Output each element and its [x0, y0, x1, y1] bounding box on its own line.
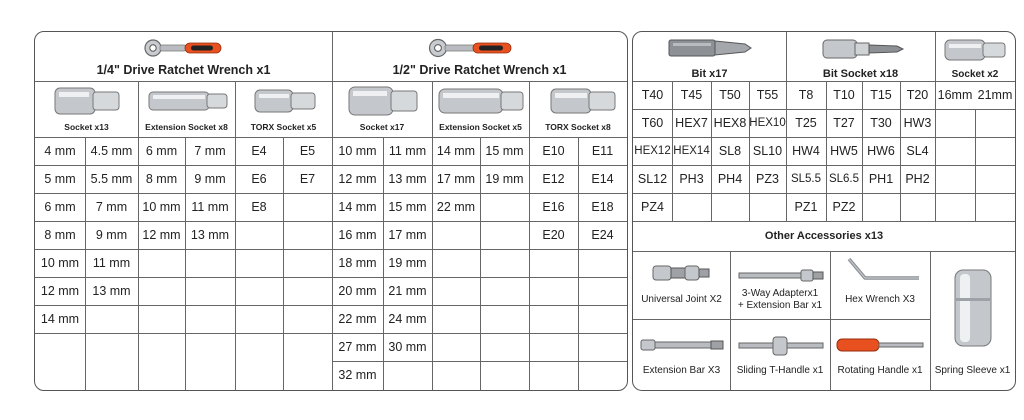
socket-subheader: Socket x17	[359, 122, 405, 132]
size-cell: 12 mm	[142, 228, 181, 242]
torx-socket-icon	[253, 87, 319, 115]
size-cell: E24	[591, 228, 614, 242]
size-cell	[185, 277, 235, 305]
size-cell: 17 mm	[388, 228, 427, 242]
size-cell: 8 mm	[145, 172, 178, 186]
size-cell: 19 mm	[485, 172, 524, 186]
bit-cell: HEX7	[675, 116, 708, 130]
size-cell: 14 mm	[436, 144, 476, 158]
bit-cell: T60	[641, 116, 664, 130]
extension-socket-icon	[437, 86, 525, 116]
bit-cell: PZ4	[641, 200, 664, 214]
size-cell	[283, 221, 332, 249]
size-cell: 14 mm	[338, 200, 377, 214]
bit-cell: T15	[870, 88, 892, 102]
bit-cell	[862, 193, 900, 221]
bit-cell: T30	[870, 116, 892, 130]
size-cell	[235, 249, 283, 277]
bit-cell: SL8	[718, 144, 742, 158]
size-cell	[529, 277, 578, 305]
size-cell: 19 mm	[388, 256, 427, 270]
size-cell: 15 mm	[485, 144, 524, 158]
size-cell: 11 mm	[191, 200, 229, 214]
bit-cell: T20	[906, 88, 929, 102]
size-cell	[480, 193, 529, 221]
size-cell: 17 mm	[436, 172, 476, 186]
bit-cell: SL10	[752, 144, 783, 158]
socket-icon	[347, 84, 421, 118]
sliding-t-handle-label: Sliding T-Handle x1	[736, 365, 824, 376]
bit-cell	[900, 193, 935, 221]
size-cell	[283, 277, 332, 305]
size-cell: 22 mm	[436, 200, 476, 214]
size-cell: 30 mm	[388, 340, 427, 354]
size-cell: E4	[251, 144, 267, 158]
size-cell: 10 mm	[338, 144, 377, 158]
size-cell: E14	[591, 172, 614, 186]
size-cell: E18	[591, 200, 614, 214]
socket-x2-title: Socket x2	[951, 69, 999, 80]
adapter-extension-label: 3-Way Adapterx1 + Extension Bar x1	[737, 288, 823, 311]
size-cell: 22 mm	[338, 312, 377, 326]
size-cell	[185, 249, 235, 277]
divider	[35, 81, 627, 82]
size-cell	[529, 333, 578, 361]
size-cell: 27 mm	[338, 340, 377, 354]
bit-cell: T40	[641, 88, 664, 102]
size-cell: 12 mm	[338, 172, 377, 186]
bit-cell: HEX12	[634, 145, 671, 157]
size-cell: 12 mm	[40, 284, 80, 298]
size-cell	[480, 249, 529, 277]
size-cell	[235, 221, 283, 249]
size-cell	[138, 333, 185, 361]
bit-cell: HW6	[867, 144, 895, 158]
bit-cell: SL5.5	[790, 173, 822, 185]
bit-cell: T55	[756, 88, 779, 102]
size-cell	[235, 305, 283, 333]
bit-cell: HEX10	[749, 117, 786, 129]
size-cell: E6	[251, 172, 267, 186]
size-cell	[432, 333, 480, 361]
bit-cell: T27	[833, 116, 855, 130]
size-cell	[578, 333, 627, 361]
bit-cell: HEX14	[673, 145, 710, 157]
size-cell: E11	[591, 144, 614, 158]
socket-21mm: 21mm	[977, 88, 1013, 102]
size-cell	[283, 305, 332, 333]
bit-cell: T10	[833, 88, 855, 102]
size-cell: 21 mm	[388, 284, 427, 298]
bit-cell	[672, 193, 711, 221]
size-cell	[185, 333, 235, 361]
size-cell	[138, 277, 185, 305]
size-cell: 18 mm	[338, 256, 377, 270]
bit-cell: PZ3	[756, 172, 779, 186]
size-cell: 13 mm	[92, 284, 131, 298]
bit-cell: T45	[680, 88, 703, 102]
size-cell: 10 mm	[142, 200, 181, 214]
universal-joint-label: Universal Joint X2	[641, 294, 722, 305]
spring-sleeve-icon	[951, 268, 995, 348]
rotating-handle-label: Rotating Handle x1	[837, 365, 923, 376]
bit-cell: T25	[795, 116, 817, 130]
size-cell	[480, 361, 529, 389]
bit-cell: PH4	[717, 172, 743, 186]
size-cell	[529, 249, 578, 277]
size-cell	[383, 361, 432, 389]
size-cell	[185, 305, 235, 333]
size-cell	[578, 361, 627, 389]
size-cell	[432, 277, 480, 305]
bit-cell	[749, 193, 786, 221]
size-cell	[578, 277, 627, 305]
extension-socket-icon	[147, 89, 229, 113]
size-cell	[283, 193, 332, 221]
bit-cell: HW4	[792, 144, 820, 158]
size-cell: 9 mm	[194, 172, 226, 186]
size-cell: 16 mm	[338, 228, 377, 242]
size-cell: 8 mm	[44, 228, 76, 242]
bit-cell: T50	[719, 88, 741, 102]
bit-cell: HW3	[903, 116, 932, 130]
size-cell: 13 mm	[190, 228, 230, 242]
size-cell	[480, 333, 529, 361]
size-cell	[138, 249, 185, 277]
spring-sleeve-label: Spring Sleeve x1	[934, 365, 1011, 376]
size-cell: E5	[299, 144, 316, 158]
sliding-t-handle-icon	[737, 334, 825, 358]
size-cell	[480, 305, 529, 333]
hex-wrench-label: Hex Wrench X3	[845, 294, 915, 305]
bit-title: Bit x17	[691, 68, 728, 80]
universal-joint-icon	[651, 260, 713, 286]
size-cell: 6 mm	[145, 144, 178, 158]
size-cell	[432, 305, 480, 333]
size-cell: E20	[542, 228, 565, 242]
size-cell	[85, 333, 138, 361]
size-cell: 20 mm	[338, 284, 377, 298]
size-cell: 4 mm	[44, 144, 76, 158]
size-cell: 11 mm	[388, 144, 427, 158]
bit-cell: PZ2	[832, 200, 856, 214]
bits-accessories-panel	[632, 31, 1016, 391]
bit-cell: SL12	[637, 172, 668, 186]
bit-socket-title: Bit Socket x18	[822, 68, 899, 80]
size-cell: 10 mm	[40, 256, 80, 270]
size-cell	[432, 361, 480, 389]
size-cell: 9 mm	[95, 228, 128, 242]
size-cell	[529, 305, 578, 333]
extension-bar-icon	[639, 337, 725, 353]
size-cell	[283, 249, 332, 277]
size-cell: 24 mm	[388, 312, 427, 326]
size-cell	[85, 305, 138, 333]
socket-icon	[53, 85, 123, 117]
ratchet-wrench-icon	[427, 39, 515, 57]
rotating-handle-icon	[835, 336, 925, 354]
socket-icon	[943, 38, 1009, 62]
half-ratchet-title: 1/2" Drive Ratchet Wrench x1	[392, 63, 567, 77]
size-cell	[529, 361, 578, 389]
size-cell	[235, 333, 283, 361]
adapter-extension-icon	[737, 268, 825, 284]
extension-bar-label: Extension Bar X3	[642, 365, 721, 376]
bit-cell: SL6.5	[828, 173, 860, 185]
size-cell	[480, 277, 529, 305]
size-cell: E7	[299, 172, 316, 186]
socket-16mm: 16mm	[937, 88, 973, 102]
quarter-ratchet-title: 1/4" Drive Ratchet Wrench x1	[96, 63, 271, 77]
size-cell	[480, 221, 529, 249]
size-cell	[138, 305, 185, 333]
size-cell	[235, 277, 283, 305]
size-cell: E12	[542, 172, 565, 186]
size-cell	[35, 333, 85, 361]
size-cell: 4.5 mm	[90, 144, 133, 158]
bit-cell: PH1	[868, 172, 894, 186]
bit-cell: SL4	[906, 144, 929, 158]
size-cell	[432, 249, 480, 277]
ratchet-wrench-icon	[143, 39, 225, 57]
size-cell: 5 mm	[44, 172, 76, 186]
bit-icon	[667, 37, 753, 59]
bit-cell	[711, 193, 749, 221]
size-cell: 14 mm	[40, 312, 80, 326]
size-cell	[578, 305, 627, 333]
hex-wrench-icon	[843, 256, 923, 292]
extension-socket-subheader: Extension Socket x5	[439, 122, 522, 132]
size-cell: 7 mm	[194, 144, 226, 158]
size-cell: 11 mm	[92, 256, 131, 270]
bit-cell: T8	[798, 88, 814, 102]
size-cell: 15 mm	[388, 200, 427, 214]
bit-cell: HW5	[830, 144, 858, 158]
size-cell: 5.5 mm	[90, 172, 133, 186]
size-cell: 7 mm	[95, 200, 128, 214]
torx-socket-icon	[549, 86, 619, 116]
bit-socket-icon	[821, 37, 907, 61]
size-cell: E10	[542, 144, 565, 158]
bit-cell: PH3	[679, 172, 704, 186]
size-cell	[283, 333, 332, 361]
socket-subheader: Socket x13	[64, 122, 109, 132]
size-cell: E16	[542, 200, 565, 214]
bit-cell: PZ1	[794, 200, 818, 214]
torx-socket-subheader: TORX Socket x5	[250, 122, 317, 132]
size-cell	[432, 221, 480, 249]
bit-cell: HEX8	[713, 116, 747, 130]
extension-socket-subheader: Extension Socket x8	[145, 122, 228, 132]
size-cell: 13 mm	[388, 172, 427, 186]
drive-ratchet-panel	[34, 31, 628, 391]
accessories-title: Other Accessories x13	[764, 230, 884, 242]
size-cell: E8	[251, 200, 267, 214]
size-cell: 32 mm	[338, 368, 377, 382]
bit-cell: PH2	[905, 172, 930, 186]
size-cell: 6 mm	[44, 200, 76, 214]
torx-socket-subheader: TORX Socket x8	[545, 122, 611, 132]
size-cell	[578, 249, 627, 277]
